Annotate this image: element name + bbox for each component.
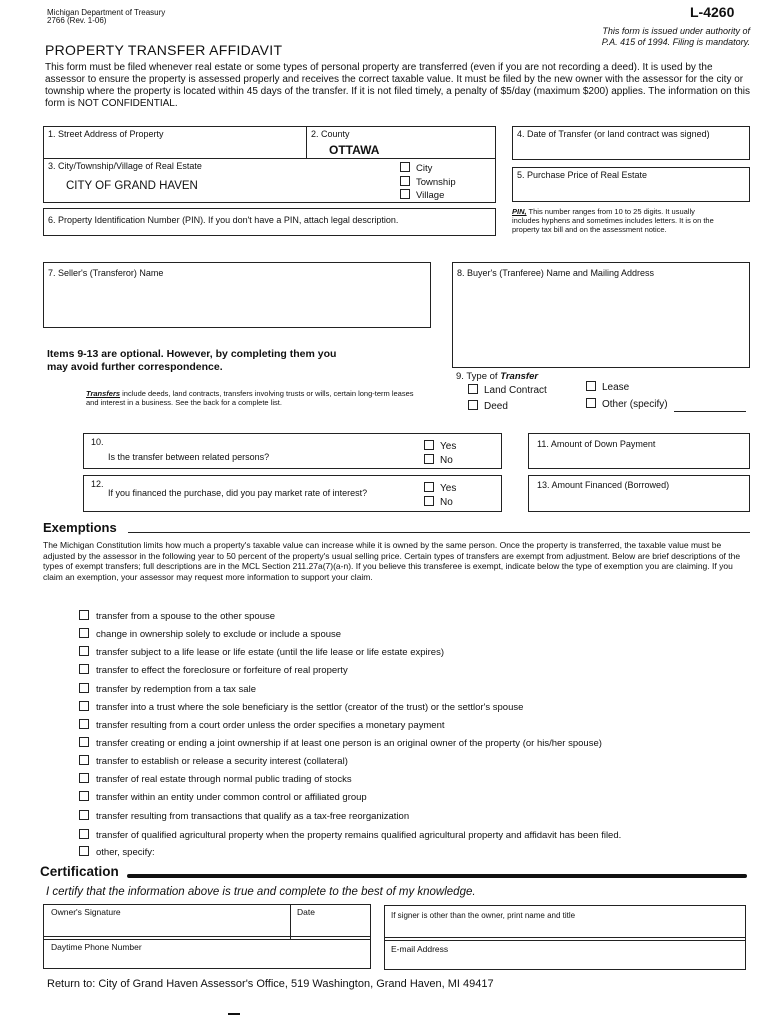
field-12-yes-label: Yes [440,483,457,494]
exemption-label: other, specify: [96,847,155,858]
field-4-label: 4. Date of Transfer (or land contract was signed) [517,129,710,139]
date-field[interactable] [290,904,371,940]
field-11-label: 11. Amount of Down Payment [537,439,656,449]
field-9-label-text: 9. Type of [456,371,498,382]
township-checkbox[interactable] [400,176,410,186]
signer-other-label: If signer is other than the owner, print name and title [391,911,576,920]
land-contract-label: Land Contract [484,385,547,396]
field-10-no-checkbox[interactable] [424,454,434,464]
field-9-label [456,371,538,382]
exemptions-title: Exemptions [43,520,117,535]
authority-line-2: P.A. 415 of 1994. Filing is mandatory. [601,37,750,47]
exemption-item[interactable] [79,646,444,659]
field-13-amount-financed[interactable] [528,475,750,512]
exemption-item[interactable] [79,810,409,823]
field-2-value: OTTAWA [329,143,380,157]
field-3-label: 3. City/Township/Village of Real Estate [48,161,202,171]
dept-name: Michigan Department of Treasury [47,8,166,17]
field-5-purchase-price[interactable] [512,167,750,202]
exemption-checkbox[interactable] [79,664,89,674]
exemption-item[interactable] [79,664,348,677]
exemption-checkbox[interactable] [79,829,89,839]
exemptions-intro: The Michigan Constitution limits how much a property's taxable value can increase while it is owned by the same person. Once the property is transferred, the taxable value must be adjusted by the assessor in the following year to 50 percent of the property's usual selling price. Certain types of transfers are exempt from adjustment. Below are brief descriptions of the types of exempt transfers; full descriptions are in the MCL Section 211.27a(7)(a-n). If you believe this transferee is exempt, indicate below the type of exemption you are claiming. If you claim an exemption, your assessor may request more information to support your claim. [43,540,741,582]
field-1-label: 1. Street Address of Property [48,129,164,139]
field-8-buyer-name-address[interactable] [452,262,750,368]
form-revision: 2766 (Rev. 1-06) [47,16,107,25]
email-label: E-mail Address [391,944,449,954]
field-5-label: 5. Purchase Price of Real Estate [517,170,648,180]
field-10-question: Is the transfer between related persons? [108,452,270,462]
field-13-label: 13. Amount Financed (Borrowed) [537,480,670,490]
exemption-item[interactable] [79,683,256,696]
field-3-municipality[interactable] [43,158,496,203]
exemption-checkbox[interactable] [79,791,89,801]
exemption-item[interactable] [79,791,367,804]
city-checkbox[interactable] [400,162,410,172]
exemption-checkbox[interactable] [79,773,89,783]
transfers-note-text: include deeds, land contracts, transfers involving trusts or wills, certain long-term leases and interest in a business. See the back for a complete list. [86,389,414,407]
phone-field[interactable] [43,936,371,969]
exemption-label: transfer resulting from a court order unless the order specifies a monetary payment [96,720,445,731]
pin-note-title: PIN, [512,207,527,216]
exemption-label: transfer to effect the foreclosure or forfeiture of real property [96,665,348,676]
option-township[interactable] [400,176,456,188]
field-12-question: If you financed the purchase, did you pay market rate of interest? [108,488,368,498]
field-10-no-label: No [440,455,453,466]
field-9-label-italic: Transfer [500,371,539,382]
exemption-label: transfer of qualified agricultural property when the property remains qualified agricultural property and affidavit has been filed. [96,830,622,841]
option-village[interactable] [400,189,444,201]
option-deed[interactable] [468,400,508,412]
exemption-item[interactable] [79,846,155,859]
transfers-note-title: Transfers [86,389,121,398]
exemption-checkbox[interactable] [79,846,89,856]
page-title: PROPERTY TRANSFER AFFIDAVIT [45,42,283,58]
exemption-item[interactable] [79,628,341,641]
exemption-label: transfer by redemption from a tax sale [96,684,256,695]
signer-other-field[interactable] [384,905,746,941]
owner-signature-label: Owner's Signature [51,907,121,917]
deed-label: Deed [484,401,508,412]
exemption-checkbox[interactable] [79,719,89,729]
field-3-value: CITY OF GRAND HAVEN [66,180,198,192]
page-mark [228,1013,240,1015]
form-number: L-4260 [690,4,735,20]
field-1-street-address[interactable] [43,126,307,159]
village-checkbox[interactable] [400,189,410,199]
exemption-label: transfer subject to a life lease or life estate (until the life lease or life estate expires) [96,647,444,658]
field-12-no-label: No [440,497,453,508]
phone-label: Daytime Phone Number [51,942,142,952]
exemption-checkbox[interactable] [79,610,89,620]
exemption-item[interactable] [79,701,523,714]
field-12-no-checkbox[interactable] [424,496,434,506]
lease-checkbox[interactable] [586,381,596,391]
pin-note-text: This number ranges from 10 to 25 digits. It usually includes hyphens and sometimes includes letters. It is on the property tax bill and on the assessment notice. [512,207,714,234]
exemption-checkbox[interactable] [79,810,89,820]
other-specify-line[interactable] [674,411,746,412]
exemption-label: transfer from a spouse to the other spouse [96,611,276,622]
exemption-checkbox[interactable] [79,737,89,747]
field-12-yes-checkbox[interactable] [424,482,434,492]
option-other[interactable] [586,398,668,410]
option-land-contract[interactable] [468,384,547,396]
field-10-number: 10. [91,437,104,447]
exemption-label: change in ownership solely to exclude or include a spouse [96,629,342,640]
certification-rule [127,874,747,878]
exemption-item[interactable] [79,737,602,750]
return-address: Return to: City of Grand Haven Assessor's Office, 519 Washington, Grand Haven, MI 49417 [47,978,494,990]
field-6-label: 6. Property Identification Number (PIN). If you don't have a PIN, attach legal description. [48,215,399,225]
township-label: Township [416,177,456,188]
village-label: Village [416,190,445,201]
field-12-yes[interactable] [424,482,456,494]
lease-label: Lease [602,382,630,393]
field-8-label: 8. Buyer's (Tranferee) Name and Mailing Address [457,268,654,278]
exemptions-rule [128,532,750,533]
field-10-related-persons [83,433,502,469]
field-2-label: 2. County [311,129,350,139]
optional-note: Items 9-13 are optional. However, by completing them you may avoid further correspondence. [47,348,337,373]
option-city[interactable] [400,162,432,174]
field-4-transfer-date[interactable] [512,126,750,160]
field-11-down-payment[interactable] [528,433,750,469]
field-10-yes[interactable] [424,440,456,452]
email-field[interactable] [384,937,746,970]
field-12-market-rate [83,475,502,512]
field-7-label: 7. Seller's (Transferor) Name [48,268,164,278]
option-lease[interactable] [586,381,629,393]
owner-signature-field[interactable] [43,904,291,940]
exemption-checkbox[interactable] [79,628,89,638]
field-10-yes-label: Yes [440,441,457,452]
pin-note [512,207,722,234]
exemption-item[interactable] [79,755,348,768]
exemption-item[interactable] [79,719,445,732]
exemption-checkbox[interactable] [79,755,89,765]
field-2-county[interactable] [306,126,496,159]
other-label: Other (specify) [602,399,668,410]
intro-text: This form must be filed whenever real estate or some types of personal property are transferred (even if you are not recording a deed). It is used by the assessor to ensure the property is assessed properly and receives the correct taxable value. It must be filed by the new owner with the assessor for the city or township where the property is located within 45 days of the transfer. If it is not filed timely, a penalty of $5/day (maximum $200) applies. The information on this form is NOT CONFIDENTIAL. [45,62,750,109]
field-9-type-of-transfer [452,368,750,418]
certification-title: Certification [40,864,119,879]
exemption-item[interactable] [79,773,352,786]
field-10-yes-checkbox[interactable] [424,440,434,450]
date-label: Date [297,907,315,917]
exemption-label: transfer to establish or release a security interest (collateral) [96,756,348,767]
exemption-label: transfer into a trust where the sole beneficiary is the settlor (creator of the trust) or the settlor's spouse [96,702,524,713]
field-12-no[interactable] [424,496,453,508]
exemption-label: transfer resulting from transactions that qualify as a tax-free reorganization [96,811,410,822]
exemption-checkbox[interactable] [79,683,89,693]
exemption-label: transfer of real estate through normal public trading of stocks [96,774,352,785]
exemption-item[interactable] [79,829,621,842]
deed-checkbox[interactable] [468,400,478,410]
other-checkbox[interactable] [586,398,596,408]
transfers-note [86,389,416,407]
exemption-label: transfer creating or ending a joint ownership if at least one person is an original owner of the property (or his/her spouse) [96,738,602,749]
exemption-checkbox[interactable] [79,646,89,656]
field-10-no[interactable] [424,454,453,466]
field-6-pin[interactable] [43,208,496,236]
city-label: City [416,163,433,174]
land-contract-checkbox[interactable] [468,384,478,394]
exemption-item[interactable] [79,610,275,623]
exemption-label: transfer within an entity under common control or affiliated group [96,792,367,803]
field-12-number: 12. [91,479,104,489]
authority-line-1: This form is issued under authority of [602,26,750,36]
certification-statement: I certify that the information above is true and complete to the best of my knowledge. [46,886,476,898]
field-7-seller-name[interactable] [43,262,431,328]
exemption-checkbox[interactable] [79,701,89,711]
